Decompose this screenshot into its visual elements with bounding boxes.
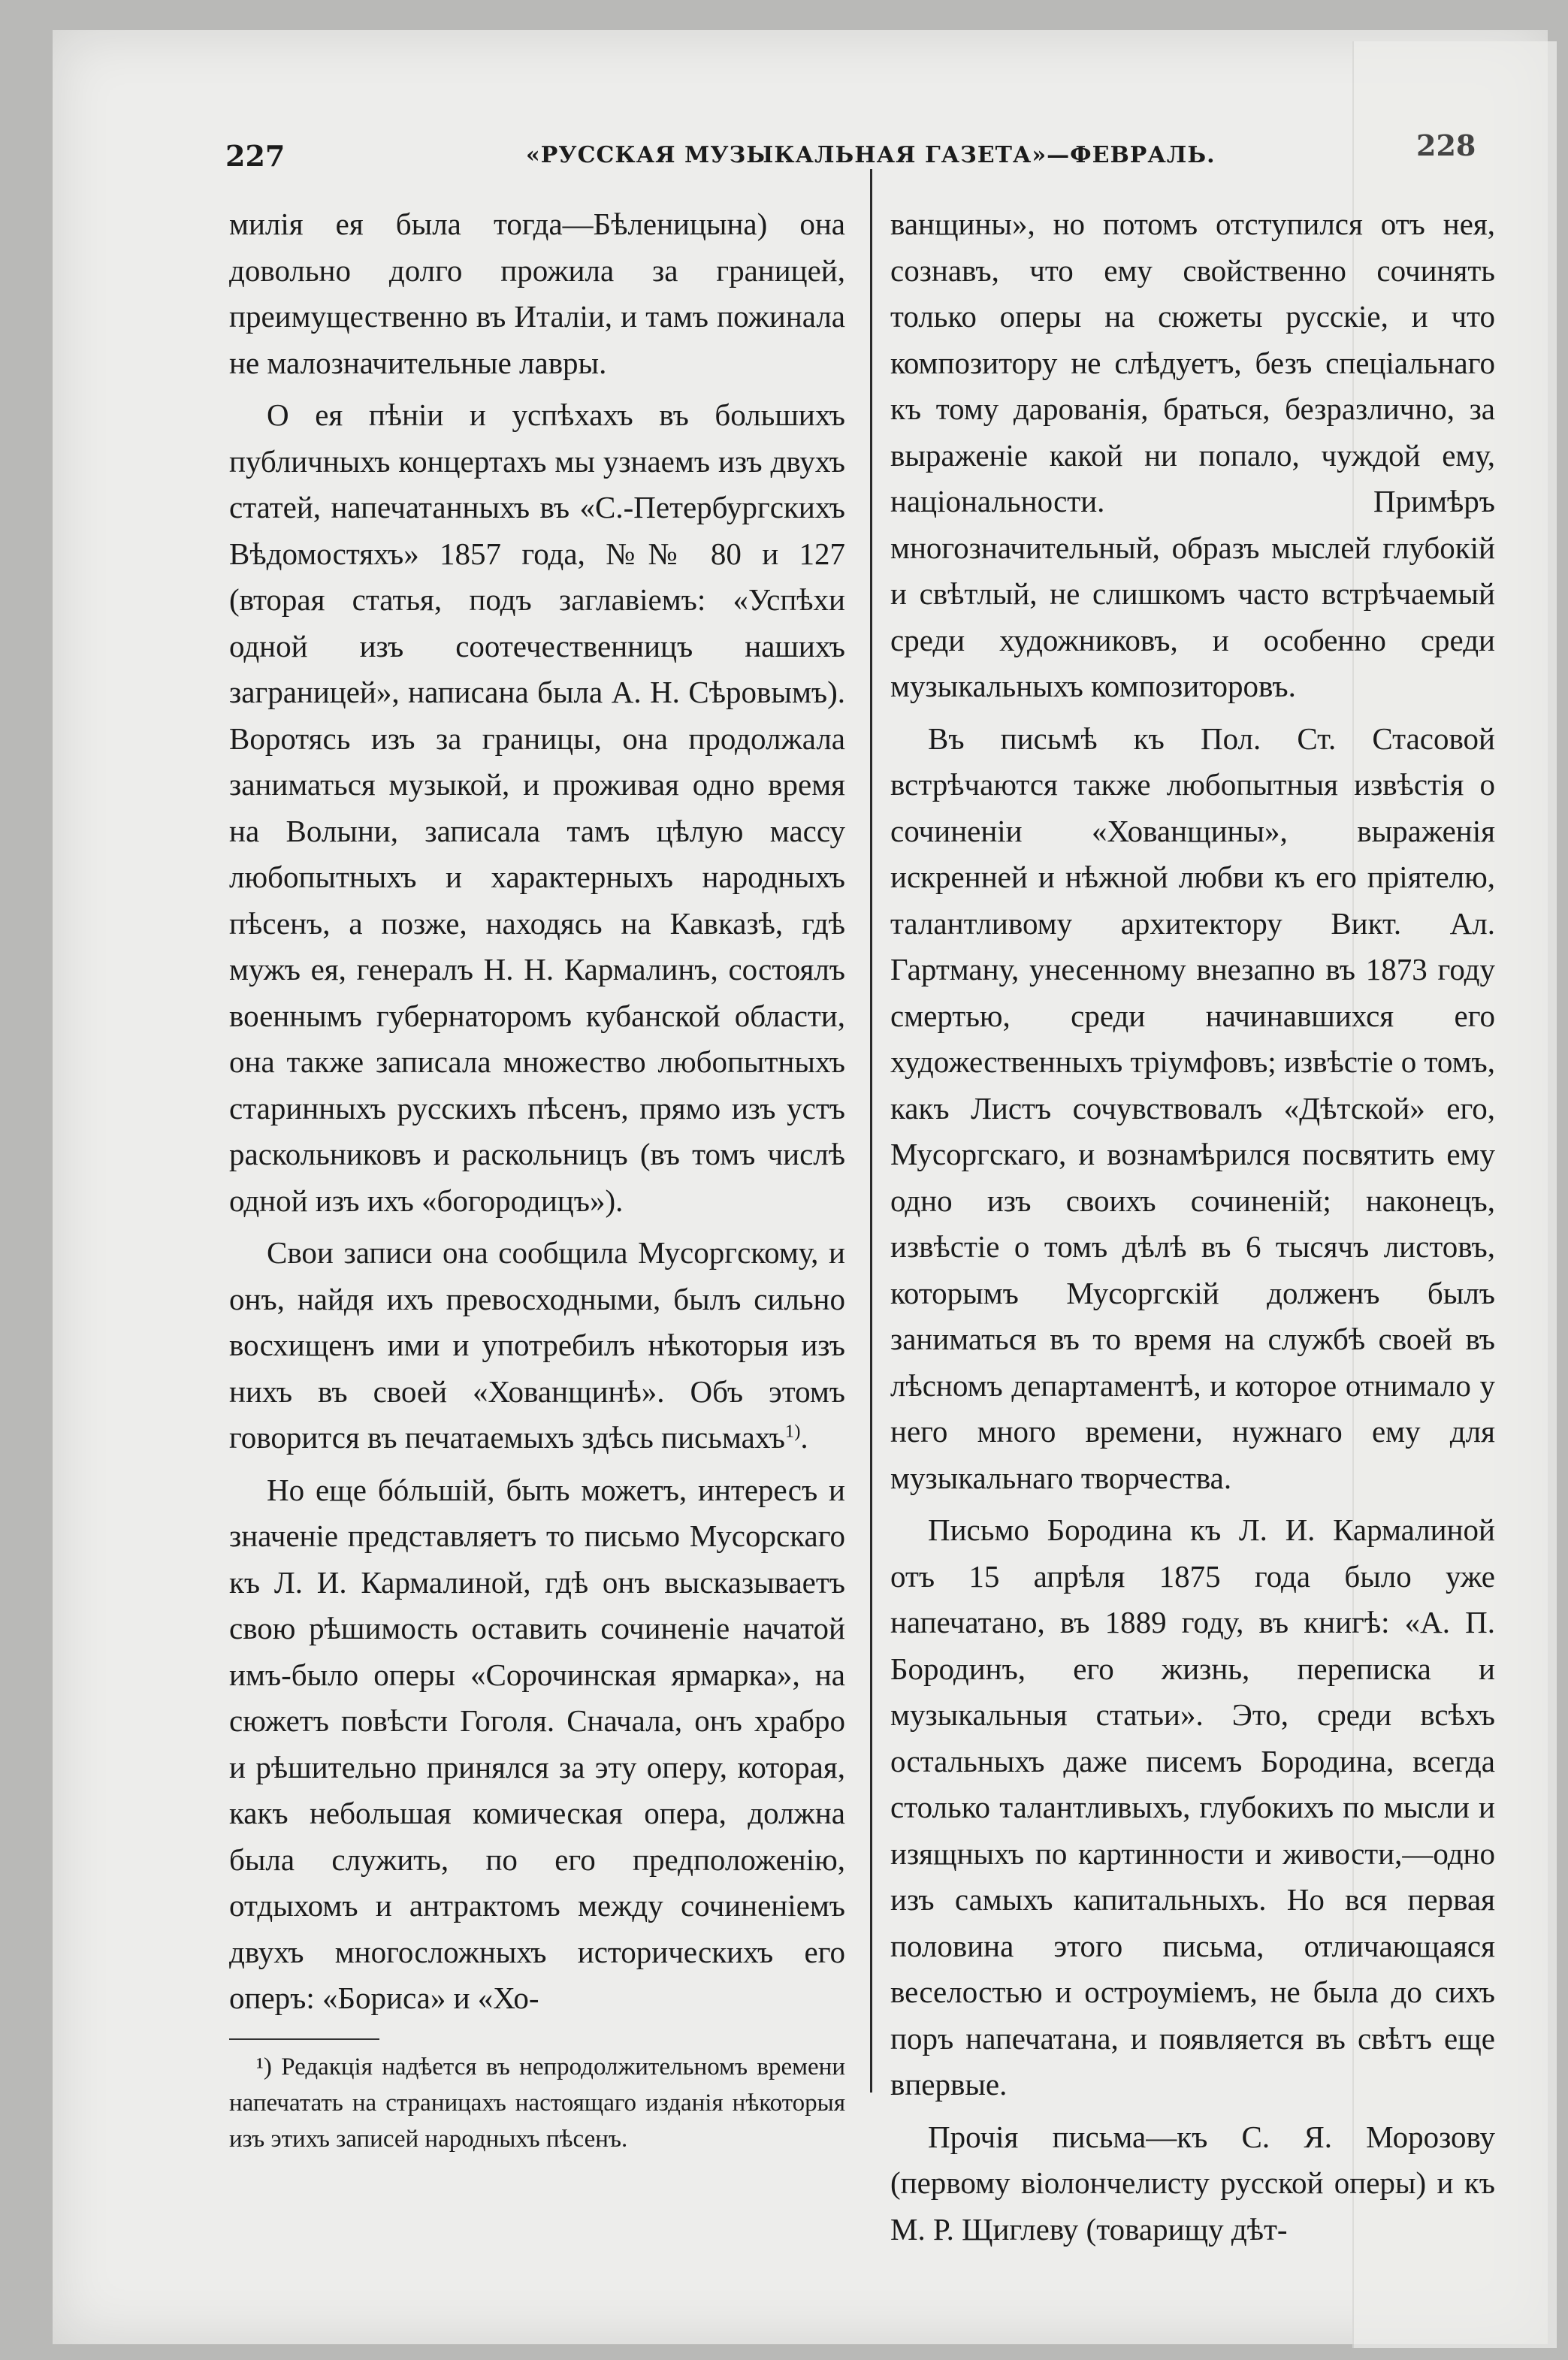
paragraph: Но еще бóльшій, быть можетъ, интересъ и значеніе представляетъ то письмо Мусорскаго къ Л. И. Кармалиной, гдѣ онъ высказываетъ свою рѣшимость оставить сочиненіе начатой имъ-было оперы «Сорочинская ярмарка», на сюжетъ повѣсти Гоголя. Сначала, онъ храбро и рѣшительно принялся за эту оперу, которая, какъ небольшая комическая опера, должна была служить, по его предположенію, отдыхомъ и антрактомъ между сочиненіемъ двухъ многосложныхъ историческихъ его оперъ: «Бориса» и «Хо- xyxy=(229,1472,845,2015)
page-number-right: 228 xyxy=(1416,128,1476,162)
paragraph: милія ея была тогда—Бѣленицына) она довольно долго прожила за границей, преимущественно въ Италіи, и тамъ пожинала не малозначительные лавры. xyxy=(229,207,845,380)
paragraph: Прочія письма—къ С. Я. Морозову (первому віолончелисту русской оперы) и къ М. Р. Щиглеву (товарищу дѣт- xyxy=(890,2119,1495,2247)
paragraph: Въ письмѣ къ Пол. Ст. Стасовой встрѣчаются также любопытныя извѣстія о сочиненіи «Хованщины», выраженія искренней и нѣжной любви къ его пріятелю, талантливому архитектору Викт. Ал. Гартману, унесенному внезапно въ 1873 году смертью, среди начинавшихся его художественныхъ тріумфовъ; извѣстіе о томъ, какъ Листъ сочувствовалъ «Дѣтской» его, Мусоргскаго, и вознамѣрился посвятить ему одно изъ своихъ сочиненій; наконецъ, извѣстіе о томъ дѣлѣ въ 6 тысячъ листовъ, которымъ Мусоргскій долженъ былъ заниматься въ то время на службѣ своей въ лѣсномъ департаментѣ, и которое отнимало у него много времени, нужнаго ему для музыкальнаго творчества. xyxy=(890,721,1495,1495)
footnote-rule xyxy=(229,2038,379,2040)
running-title: «РУССКАЯ МУЗЫКАЛЬНАЯ ГАЗЕТА»—ФЕВРАЛЬ. xyxy=(526,142,1216,168)
footnote-marker: 1) xyxy=(784,1421,801,1442)
right-column xyxy=(890,201,1495,2259)
page-number-left: 227 xyxy=(225,139,286,173)
left-column xyxy=(229,201,845,2157)
column-divider xyxy=(870,169,872,2093)
paragraph: О ея пѣніи и успѣхахъ въ большихъ публичныхъ концертахъ мы узнаемъ изъ двухъ статей, напечатанныхъ въ «С.-Петербургскихъ Вѣдомостяхъ» 1857 года, №№ 80 и 127 (вторая статья, подъ заглавіемъ: «Успѣхи одной изъ соотечественницъ нашихъ заграницей», написана была А. Н. Сѣровымъ). Воротясь изъ за границы, она продолжала заниматься музыкой, и проживая одно время на Волыни, записала тамъ цѣлую массу любопытныхъ и характерныхъ народныхъ пѣсенъ, а позже, находясь на Кавказѣ, гдѣ мужъ ея, генералъ Н. Н. Кармалинъ, состоялъ военнымъ губернаторомъ кубанской области, она также записала множество любопытныхъ старинныхъ русскихъ пѣсенъ, прямо изъ устъ раскольниковъ и раскольницъ (въ томъ числѣ одной изъ ихъ «богородицъ»). xyxy=(229,397,845,1218)
paragraph: Свои записи она сообщила Мусоргскому, и онъ, найдя ихъ превосходными, былъ сильно восхищенъ ими и употребилъ нѣкоторыя изъ нихъ въ своей «Хованщинѣ». Объ этомъ говорится въ печатаемыхъ здѣсь письмахъ$^{1)}$. xyxy=(229,1235,845,1455)
paragraph: ванщины», но потомъ отступился отъ нея, сознавъ, что ему свойственно сочинять только оперы на сюжеты русскіе, и что композитору не слѣдуетъ, безъ спеціальнаго къ тому дарованія, браться, безразлично, за выраженіе какой ни попало, чуждой ему, національности. Примѣръ многозначительный, образъ мыслей глубокій и свѣтлый, не слишкомъ часто встрѣчаемый среди художниковъ, и особенно среди музыкальныхъ композиторовъ. xyxy=(890,207,1495,703)
paragraph: Письмо Бородина къ Л. И. Кармалиной отъ 15 апрѣля 1875 года было уже напечатано, въ 1889 году, въ книгѣ: «А. П. Бородинъ, его жизнь, переписка и музыкальныя статьи». Это, среди всѣхъ остальныхъ даже писемъ Бородина, всегда столько талантливыхъ, глубокихъ по мысли и изящныхъ по картинности и живости,—одно изъ самыхъ капитальныхъ. Но вся первая половина этого письма, отличающаяся веселостью и остроуміемъ, не была до сихъ поръ напечатана, и появляется въ свѣтъ еще впервые. xyxy=(890,1512,1495,2102)
page-header xyxy=(225,128,1503,192)
footnote: ¹) Редакція надѣется въ непродолжительномъ времени напечатать на страницахъ настоящаго изданія нѣкоторыя изъ этихъ записей народныхъ пѣсенъ. xyxy=(229,2053,845,2153)
